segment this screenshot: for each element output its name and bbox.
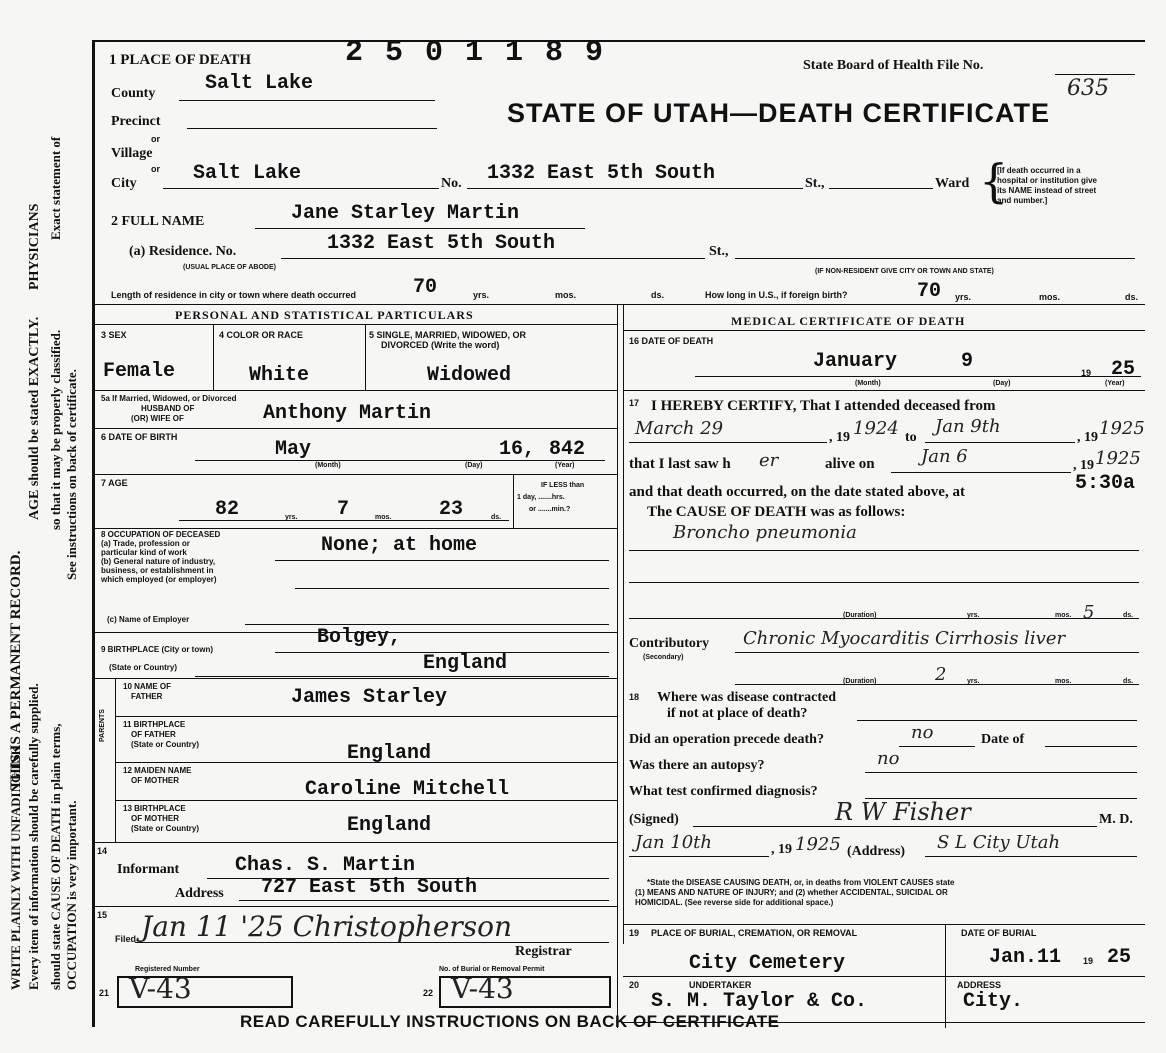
filed-number: 15 xyxy=(97,910,108,920)
county-label: County xyxy=(111,86,156,101)
cause-duration-mos: 5 xyxy=(1083,602,1095,623)
dod-year: 25 xyxy=(1111,358,1136,381)
dod-month: January xyxy=(813,350,898,373)
attended-from: March 29 xyxy=(635,418,724,439)
personal-section-title: PERSONAL AND STATISTICAL PARTICULARS xyxy=(175,308,474,322)
city-label: City xyxy=(111,176,137,191)
contributory-label: Contributory xyxy=(629,636,710,651)
side-instructions-svg xyxy=(8,60,88,1000)
informant-label: Informant xyxy=(117,862,180,877)
burial-permit-number: V-43 xyxy=(451,972,514,1005)
attended-from-year: 1924 xyxy=(853,418,899,439)
cause-duration-label: (Duration) xyxy=(843,612,877,619)
street-value: 1332 East 5th South xyxy=(487,162,716,185)
us-length-label: How long in U.S., if foreign birth? xyxy=(705,290,848,300)
marital-value: Widowed xyxy=(427,364,512,387)
burial-year: 25 xyxy=(1107,946,1132,969)
side-line-instructions: See instructions on back of certificate. xyxy=(64,369,79,580)
length-mos-label: mos. xyxy=(555,290,577,300)
to-label: to xyxy=(905,430,917,445)
permit-prefix: 22 xyxy=(423,988,434,998)
dod-day-sub: (Day) xyxy=(993,380,1011,387)
burial-date: Jan.11 xyxy=(989,946,1062,969)
dob-month-sub: (Month) xyxy=(315,462,341,469)
state-board-label: State Board of Health File No. xyxy=(803,58,984,73)
last-saw-label: that I last saw h xyxy=(629,456,731,472)
full-name-value: Jane Starley Martin xyxy=(291,202,520,225)
mother-name: Caroline Mitchell xyxy=(305,778,510,801)
us-length-years: 70 xyxy=(917,280,942,303)
file-number-stamp: 2 5 0 1 1 8 9 xyxy=(345,36,606,70)
side-instructions xyxy=(8,60,88,1000)
father-birthplace: England xyxy=(347,742,432,765)
signed-label: (Signed) xyxy=(629,812,679,827)
contrib-mos-label: mos. xyxy=(1055,678,1072,685)
marital-label-2: DIVORCED (Write the word) xyxy=(381,340,500,350)
signed-date: Jan 10th xyxy=(635,832,712,853)
certificate-form xyxy=(92,36,1145,1027)
side-line-cause: should state CAUSE OF DEATH in plain terms, xyxy=(48,723,63,990)
precinct-label: Precinct xyxy=(111,114,161,129)
burial-place: City Cemetery xyxy=(689,952,846,975)
burial-place-label: PLACE OF BURIAL, CREMATION, OR REMOVAL xyxy=(651,928,858,938)
attended-from-year-prefix: , 19 xyxy=(829,430,850,445)
dod-day: 9 xyxy=(961,350,974,373)
occupation-value: None; at home xyxy=(321,534,478,557)
where-label-2: if not at place of death? xyxy=(667,706,808,721)
last-saw-year-prefix: , 19 xyxy=(1073,458,1094,473)
operation-label: Did an operation precede death? xyxy=(629,732,824,747)
husband-label: 5a If Married, Widowed, or Divorced HUSBAND OF (OR) WIFE OF xyxy=(101,394,237,423)
undertaker-number: 20 xyxy=(629,980,640,990)
signed-year: 1925 xyxy=(795,834,841,855)
last-saw-pronoun: er xyxy=(759,450,779,471)
side-line-write-plainly: WRITE PLAINLY WITH UNFADING INK xyxy=(8,745,23,990)
dob-month: May xyxy=(275,438,312,461)
contrib-duration-yrs: 2 xyxy=(935,664,947,685)
dob-label: 6 DATE OF BIRTH xyxy=(101,432,178,442)
us-ds-label: ds. xyxy=(1125,292,1139,302)
occupation-label: 8 OCCUPATION OF DECEASED (a) Trade, profession or particular kind of work (b) General nature of industry, business, or establishment in which employed (or employer) xyxy=(101,530,221,584)
full-name-label: 2 FULL NAME xyxy=(111,214,205,229)
hospital-note: [If death occurred in a hospital or institution give its NAME instead of street and number.] xyxy=(997,166,1097,205)
certify-text: I HEREBY CERTIFY, That I attended deceased from xyxy=(651,398,996,414)
birthplace-city: Bolgey, xyxy=(317,626,402,649)
ward-brace-icon: { xyxy=(979,154,1009,208)
side-line-every-item: Every item of information should be carefully supplied. xyxy=(26,683,41,990)
undertaker-address-label: ADDRESS xyxy=(957,980,1002,990)
last-saw-date: Jan 6 xyxy=(921,446,968,467)
age-yrs-label: yrs. xyxy=(285,514,298,521)
cause-label: The CAUSE OF DEATH was as follows: xyxy=(647,504,906,520)
length-residence-label: Length of residence in city or town where death occurred xyxy=(111,290,357,300)
attended-to: Jan 9th xyxy=(935,416,1001,437)
last-saw-year: 1925 xyxy=(1095,448,1141,469)
informant-number: 14 xyxy=(97,846,108,856)
physician-address: S L City Utah xyxy=(937,832,1061,853)
or-label-2: or xyxy=(151,164,160,174)
residence-sub-label: (USUAL PLACE OF ABODE) xyxy=(183,264,276,271)
filed-label: Filed xyxy=(115,934,137,944)
city-value: Salt Lake xyxy=(193,162,302,185)
alive-on-label: alive on xyxy=(825,456,875,472)
ward-label: Ward xyxy=(935,176,970,191)
burial-date-label: DATE OF BURIAL xyxy=(961,928,1037,938)
cause-mos-label: mos. xyxy=(1055,612,1072,619)
side-line-classified: so that it may be properly classified. xyxy=(48,329,63,530)
dob-day: 16, xyxy=(499,438,536,461)
autopsy-label: Was there an autopsy? xyxy=(629,758,765,773)
burial-permit-label: No. of Burial or Removal Permit xyxy=(439,966,545,973)
dod-month-sub: (Month) xyxy=(855,380,881,387)
dob-day-sub: (Day) xyxy=(465,462,483,469)
attended-to-year: 1925 xyxy=(1099,418,1145,439)
contrib-ds-label: ds. xyxy=(1123,678,1134,685)
physician-signature: R W Fisher xyxy=(835,798,971,826)
street-no-label: No. xyxy=(441,176,462,191)
birthplace-state-label: (State or Country) xyxy=(109,663,177,672)
age-label: 7 AGE xyxy=(101,478,128,488)
autopsy-value: no xyxy=(877,748,900,769)
contributory-value: Chronic Myocarditis Cirrhosis liver xyxy=(743,628,1066,649)
time-of-death: 5:30a xyxy=(1075,472,1136,495)
contrib-duration-label: (Duration) xyxy=(843,678,877,685)
less-than-label: IF LESS than 1 day, .......hrs. or .......min.? xyxy=(517,482,585,513)
filed-handwriting: Jan 11 '25 Christopherson xyxy=(141,910,513,943)
registered-prefix: 21 xyxy=(99,988,110,998)
residence-label: (a) Residence. No. xyxy=(129,244,237,259)
length-residence-years: 70 xyxy=(413,276,438,299)
cause-note: *State the DISEASE CAUSING DEATH, or, in deaths from VIOLENT CAUSES state (1) MEANS AND NATURE OF INJURY; and (2) whether ACCIDENTAL, SUICIDAL OR HOMICIDAL. (See reverse side for additional space.) xyxy=(635,878,955,907)
undertaker-address: City. xyxy=(963,990,1024,1013)
side-line-age: AGE should be stated EXACTLY. xyxy=(27,316,42,520)
informant-value: Chas. S. Martin xyxy=(235,854,416,877)
operation-date-label: Date of xyxy=(981,732,1025,747)
age-days: 23 xyxy=(439,498,464,521)
certify-number: 17 xyxy=(629,398,640,408)
age-months: 7 xyxy=(337,498,350,521)
undertaker: S. M. Taylor & Co. xyxy=(651,990,868,1013)
contrib-yrs-label: yrs. xyxy=(967,678,980,685)
village-label: Village xyxy=(111,146,153,161)
side-line-exact: Exact statement of xyxy=(48,136,63,240)
mother-name-label: 12 MAIDEN NAME OF MOTHER xyxy=(123,766,192,785)
residence-st-label: St., xyxy=(709,244,729,259)
employer-label: (c) Name of Employer xyxy=(107,615,190,624)
sex-value: Female xyxy=(103,360,176,383)
signed-year-prefix: , 19 xyxy=(771,842,792,857)
cause-value: Broncho pneumonia xyxy=(673,522,857,543)
attended-to-year-prefix: , 19 xyxy=(1077,430,1098,445)
informant-address: 727 East 5th South xyxy=(261,876,478,899)
husband-value: Anthony Martin xyxy=(263,402,432,425)
where-label-1: Where was disease contracted xyxy=(657,690,836,705)
or-label-1: or xyxy=(151,134,160,144)
place-of-death-label: 1 PLACE OF DEATH xyxy=(109,52,252,68)
color-label: 4 COLOR OR RACE xyxy=(219,330,304,340)
informant-address-label: Address xyxy=(175,886,224,901)
nonresident-note: (IF NON-RESIDENT GIVE CITY OR TOWN AND STATE) xyxy=(815,268,994,275)
marital-label-1: 5 SINGLE, MARRIED, WIDOWED, OR xyxy=(369,330,527,340)
us-yrs-label: yrs. xyxy=(955,292,972,302)
mother-birthplace-label: 13 BIRTHPLACE OF MOTHER (State or Country) xyxy=(123,804,199,833)
undertaker-label: UNDERTAKER xyxy=(689,980,752,990)
side-line-occupation: OCCUPATION is very important. xyxy=(64,800,79,990)
where-number: 18 xyxy=(629,692,640,702)
operation-value: no xyxy=(911,722,934,743)
medical-section-title: MEDICAL CERTIFICATE OF DEATH xyxy=(731,314,966,328)
birthplace-label: 9 BIRTHPLACE (City or town) xyxy=(101,645,213,654)
test-label: What test confirmed diagnosis? xyxy=(629,784,818,799)
color-value: White xyxy=(249,364,310,387)
us-mos-label: mos. xyxy=(1039,292,1061,302)
cause-yrs-label: yrs. xyxy=(967,612,980,619)
father-name-label: 10 NAME OF FATHER xyxy=(123,682,172,701)
side-line-physicians: PHYSICIANS xyxy=(27,203,42,290)
burial-year-prefix: 19 xyxy=(1083,956,1094,966)
dod-year-sub: (Year) xyxy=(1105,380,1125,387)
physician-address-label: (Address) xyxy=(847,844,906,859)
dod-label: 16 DATE OF DEATH xyxy=(629,336,714,346)
residence-value: 1332 East 5th South xyxy=(327,232,556,255)
registered-number-label: Registered Number xyxy=(135,966,200,973)
death-occurred-label: and that death occurred, on the date stated above, at xyxy=(629,484,965,500)
county-value: Salt Lake xyxy=(205,72,314,95)
footer-instructions: READ CAREFULLY INSTRUCTIONS ON BACK OF CERTIFICATE xyxy=(240,1012,780,1031)
parents-label: PARENTS xyxy=(99,709,106,742)
mother-birthplace: England xyxy=(347,814,432,837)
dob-year-sub: (Year) xyxy=(555,462,575,469)
registered-number: V-43 xyxy=(129,972,192,1005)
father-birthplace-label: 11 BIRTHPLACE OF FATHER (State or Country) xyxy=(123,720,199,749)
registrar-label: Registrar xyxy=(515,944,572,959)
certificate-title: STATE OF UTAH—DEATH CERTIFICATE xyxy=(507,98,1050,128)
street-st-label: St., xyxy=(805,176,825,191)
length-yrs-label: yrs. xyxy=(473,290,490,300)
age-mos-label: mos. xyxy=(375,514,392,521)
dob-year: 842 xyxy=(549,438,586,461)
side-line-permanent: THIS IS A PERMANENT RECORD. xyxy=(8,550,24,790)
father-name: James Starley xyxy=(291,686,448,709)
dod-century: 19 xyxy=(1081,368,1092,378)
age-ds-label: ds. xyxy=(491,514,502,521)
length-ds-label: ds. xyxy=(651,290,665,300)
sex-label: 3 SEX xyxy=(101,330,127,340)
md-label: M. D. xyxy=(1099,812,1133,827)
burial-place-number: 19 xyxy=(629,928,640,938)
birthplace-country: England xyxy=(423,652,508,675)
secondary-label: (Secondary) xyxy=(643,654,684,661)
state-board-number: 635 xyxy=(1067,76,1109,101)
cause-ds-label: ds. xyxy=(1123,612,1134,619)
age-years: 82 xyxy=(215,498,240,521)
